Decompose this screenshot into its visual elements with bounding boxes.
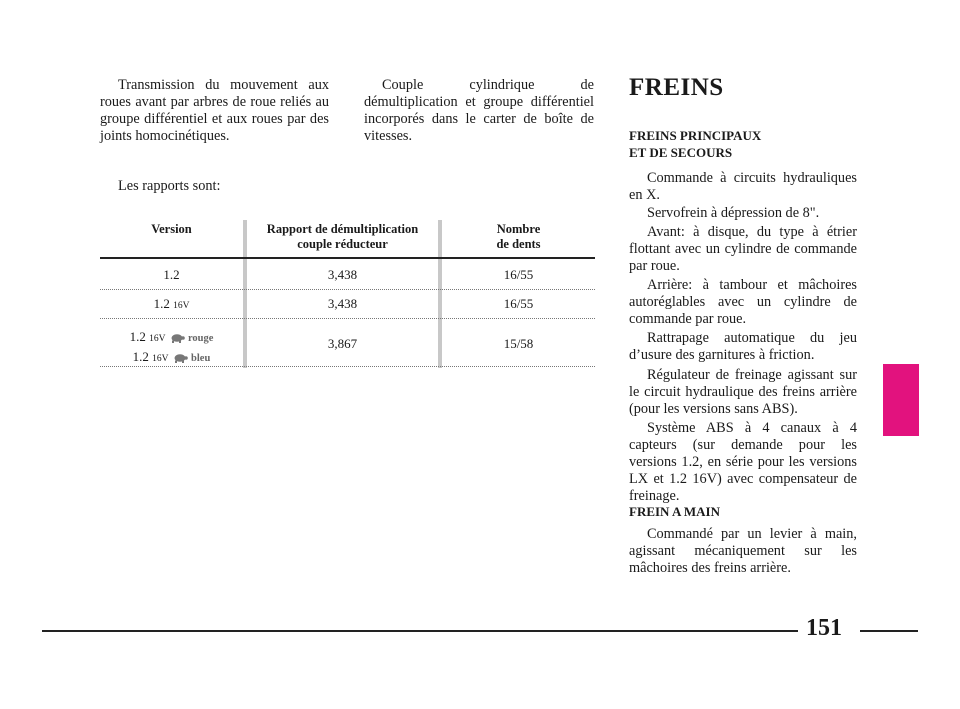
row3-version-a-sub: 16V [149, 334, 166, 344]
header-teeth [442, 222, 595, 252]
footer-rule-left [42, 630, 798, 632]
freins-p1: Commande à circuits hydrauliques en X. [629, 170, 857, 203]
freins-p7: Système ABS à 4 canaux à 4 capteurs (sur demande pour les versions 1.2, en série pour les versions LX et 1.2 16V) avec compensateur de freinage. [629, 420, 857, 504]
freins-p2: Servofrein à dépression de 8". [647, 205, 820, 221]
row3-teeth: 15/58 [503, 336, 534, 351]
freins-p6: Régulateur de freinage agissant sur le circuit hydraulique des freins arrière (pour les versions sans ABS). [629, 367, 857, 417]
row-divider [100, 289, 595, 290]
freins-p5: Rattrapage automatique du jeu d’usure des garnitures à friction. [629, 330, 857, 363]
subsection-title-line2: ET DE SECOURS [629, 145, 733, 160]
row1-ratio: 3,438 [327, 267, 358, 282]
footer-rule-right [860, 630, 918, 632]
row3-version-b-sub: 16V [152, 354, 169, 364]
subsection-title-principaux [629, 127, 761, 161]
header-ratio-line1: Rapport de démultiplication [266, 222, 419, 236]
couple-text: Couple cylindrique de démultiplication et groupe différentiel incorporés dans le carter de boîte de vitesses. [364, 77, 594, 144]
turtle-icon [169, 333, 185, 343]
turtle-icon [172, 353, 188, 363]
header-rule [100, 257, 595, 259]
freins-p4: Arrière: à tambour et mâchoires autoréglables avec un cylindre de commande par roue. [629, 277, 857, 327]
header-version: Version [151, 222, 192, 236]
row3-version-b [100, 348, 243, 368]
header-teeth-line1: Nombre [496, 222, 541, 236]
row2-version-main: 1.2 [153, 296, 170, 311]
row2-version [100, 296, 243, 314]
row3-version-b-main: 1.2 [132, 349, 149, 364]
row3-version-a-color: rouge [187, 333, 214, 344]
row3-version-a [100, 328, 243, 348]
page-number: 151 [806, 615, 842, 641]
chapter-tab [883, 364, 919, 436]
row3-version-a-main: 1.2 [129, 329, 146, 344]
subsection-title-line1: FREINS PRINCIPAUX [629, 128, 762, 143]
header-teeth-line2: de dents [496, 237, 541, 251]
row2-version-sub: 16V [173, 301, 190, 311]
row-divider [100, 366, 595, 367]
header-ratio-line2: couple réducteur [297, 237, 388, 251]
ratios-intro-text: Les rapports sont: [118, 178, 221, 194]
freins-p8: Commandé par un levier à main, agissant mécaniquement sur les mâchoires des freins arrière. [629, 526, 857, 576]
row2-ratio: 3,438 [327, 296, 358, 311]
row-divider [100, 318, 595, 319]
row1-teeth: 16/55 [503, 267, 534, 282]
freins-p3: Avant: à disque, du type à étrier flottant avec un cylindre de commande par roue. [629, 224, 857, 274]
transmission-text: Transmission du mouvement aux roues avant par arbres de roue reliés au groupe différentiel et aux roues par des joints homocinétiques. [100, 77, 329, 144]
row1-version: 1.2 [163, 267, 180, 282]
subsection-title-main: FREIN A MAIN [629, 504, 721, 519]
row3-version [100, 328, 243, 368]
header-ratio [247, 222, 438, 252]
row3-ratio: 3,867 [327, 336, 358, 351]
section-title: FREINS [629, 74, 724, 101]
row2-teeth: 16/55 [503, 296, 534, 311]
row3-version-b-color: bleu [191, 353, 211, 364]
